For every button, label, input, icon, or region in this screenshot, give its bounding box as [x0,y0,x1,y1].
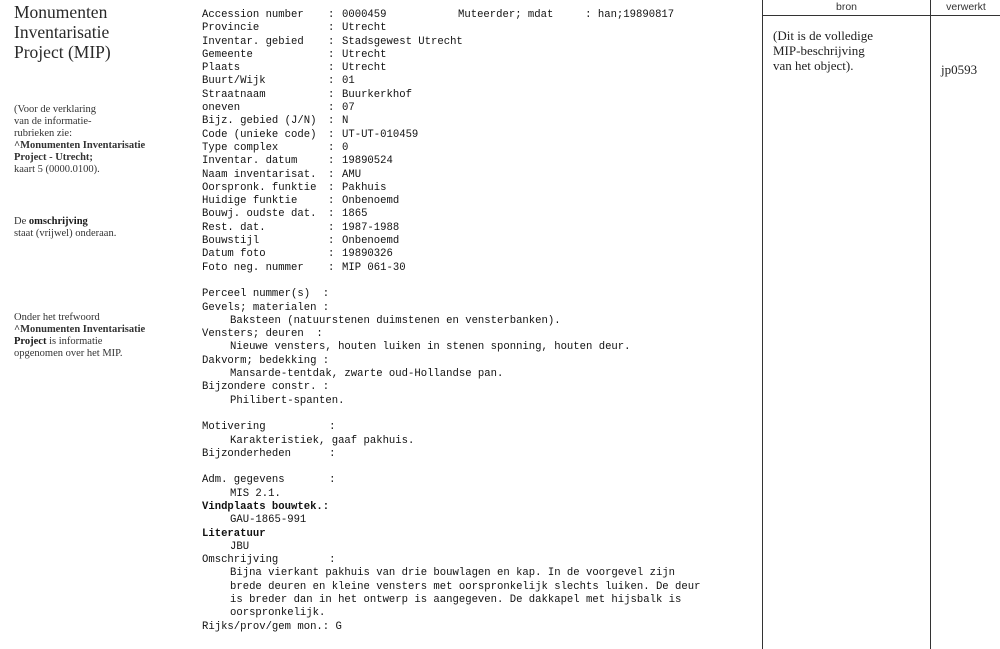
record-field [202,129,757,142]
field-label: Straatnaam [202,88,266,101]
column-divider [930,0,931,649]
field-label: Naam inventarisat. [202,168,317,181]
field-separator: : [328,261,335,274]
explanation-note [14,104,189,176]
note-line: staat (vrijwel) onderaan. [14,228,117,239]
verwerkt-value: jp0593 [941,62,978,77]
bron-line: (Dit is de volledige [773,28,874,43]
monument-status: Rijks/prov/gem mon.: G [202,620,342,633]
field-value: Onbenoemd [342,235,400,248]
motivering-value: Karakteristiek, gaaf pakhuis. [230,434,415,447]
note-line: ^Monumenten Inventarisatie [14,140,146,151]
field-value: 07 [342,102,355,115]
omschrijving-line: oorspronkelijk. [230,607,326,620]
field-label: Type complex [202,141,279,154]
field-separator: : [328,75,335,88]
field-label: Code (unieke code) [202,128,317,141]
field-value: 1865 [342,208,368,221]
field-value: Onbenoemd [342,195,400,208]
note-bold: Project [14,336,47,347]
record-field [202,248,757,261]
field-label: Inventar. datum [202,155,298,168]
field-value: UT-UT-010459 [342,128,419,141]
literatuur-heading: Literatuur [202,527,266,540]
field-label: Accession number [202,9,304,21]
field-label: Rest. dat. [202,221,266,234]
field-separator: : [328,181,335,194]
header-bron: bron [835,1,857,13]
note-line: opgenomen over het MIP. [14,348,123,359]
bijzonderheden-heading: Bijzonderheden : [202,447,336,460]
field-value: 01 [342,75,355,88]
field-separator: : [328,141,335,154]
note-line: van de informatie- [14,116,92,127]
bron-line: van het object). [773,58,854,73]
field-label: Datum foto [202,248,266,261]
field-separator: : [328,168,335,181]
record-field [202,75,757,88]
vindplaats-heading: Vindplaats bouwtek.: [202,500,330,513]
field-separator: : [328,22,335,35]
field-separator: : [328,128,335,141]
adm-value: MIS 2.1. [230,487,281,500]
omschrijving-line: Bijna vierkant pakhuis van drie bouwlagen en kap. In de voorgevel zijn [230,567,676,580]
field-value: MIP 061-30 [342,261,406,274]
field-separator: : [328,248,335,261]
note-text: De [14,216,29,227]
field-separator: : [328,208,335,221]
bijzondere-constr-value: Philibert-spanten. [230,394,345,407]
field-separator: : [328,9,335,21]
mip-record [202,9,757,634]
field-value: 0000459 [342,9,387,21]
field-label: Inventar. gebied [202,35,304,48]
field-label: Buurt/Wijk [202,75,266,88]
record-field [202,49,757,62]
field-label: Oorspronk. funktie [202,181,317,194]
field-label: Foto neg. nummer [202,261,304,274]
bijzondere-constr-heading: Bijzondere constr. : [202,381,330,394]
omschrijving-heading: Omschrijving : [202,554,336,567]
record-field [202,182,757,195]
field-value: 0 [342,141,349,154]
note-text: is informatie [46,336,103,347]
field-label: oneven [202,102,241,115]
field-label: Bijz. gebied (J/N) [202,115,317,128]
field-separator: : [328,88,335,101]
field-label: Plaats [202,62,241,75]
header-verwerkt: verwerkt [946,1,986,13]
field-separator: : [328,48,335,61]
record-field [202,262,757,275]
field-separator: : [328,155,335,168]
field-value: 19890326 [342,248,393,261]
document-title [14,2,189,62]
perceel-field: Perceel nummer(s) : [202,288,330,301]
record-field [202,62,757,75]
field-separator: : [328,235,335,248]
vindplaats-value: GAU-1865-991 [230,514,307,527]
field-label: Bouwstijl [202,235,260,248]
record-field [202,235,757,248]
note-line: (Voor de verklaring [14,104,97,115]
description-location-note [14,216,189,240]
omschrijving-line: brede deuren en kleine vensters met oorspronkelijk slechts luiken. De deur [230,580,701,593]
record-field [202,36,757,49]
gevels-value: Baksteen (natuurstenen duimstenen en vensterbanken). [230,314,561,327]
bron-text [773,28,923,73]
literatuur-value: JBU [230,540,250,553]
field-label: Provincie [202,22,260,35]
record-field [202,169,757,182]
record-field [202,142,757,155]
field-label: Gemeente [202,48,253,61]
field-value: Utrecht [342,22,387,35]
field-value: Buurkerkhof [342,88,412,101]
bron-line: MIP-beschrijving [773,43,865,58]
vensters-value: Nieuwe vensters, houten luiken in stenen sponning, houten deur. [230,341,631,354]
title-line-2: Inventarisatie [14,22,110,42]
record-field [202,102,757,115]
omschrijving-line: is breder dan in het ontwerp is aangegeven. De dakkapel met hijsbalk is [230,594,682,607]
note-line: Onder het trefwoord [14,312,100,323]
motivering-heading: Motivering : [202,421,336,434]
title-line-1: Monumenten [14,2,108,22]
field-value: 1987-1988 [342,221,400,234]
vensters-heading: Vensters; deuren : [202,328,323,341]
field-value: Utrecht [342,48,387,61]
field-value: N [342,115,349,128]
field-label: Huidige funktie [202,195,298,208]
field-value: Utrecht [342,62,387,75]
note-line: Project - Utrecht; [14,152,93,163]
dakvorm-value: Mansarde-tentdak, zwarte oud-Hollandse pan. [230,368,504,381]
field-value: 19890524 [342,155,393,168]
record-field [202,22,757,35]
note-line: rubrieken zie: [14,128,73,139]
field-separator: : [328,62,335,75]
note-line: kaart 5 (0000.0100). [14,164,100,175]
note-line [14,336,189,348]
field-separator: : [328,195,335,208]
record-field [202,208,757,221]
bron-verwerkt-panel [762,0,1000,649]
field-value: Stadsgewest Utrecht [342,35,463,48]
field-separator: : [328,102,335,115]
field-value: AMU [342,168,362,181]
record-field [202,155,757,168]
note-line: ^Monumenten Inventarisatie [14,324,146,335]
mutation-info: Muteerder; mdat : han;19890817 [458,9,675,21]
field-value: Pakhuis [342,181,387,194]
note-line [14,216,189,228]
field-separator: : [328,35,335,48]
dakvorm-heading: Dakvorm; bedekking : [202,354,330,367]
field-separator: : [328,115,335,128]
gevels-heading: Gevels; materialen : [202,301,330,314]
record-fields [202,9,757,275]
field-separator: : [328,221,335,234]
record-field [202,195,757,208]
record-field [202,222,757,235]
note-bold: omschrijving [28,216,88,227]
record-field [202,115,757,128]
field-label: Bouwj. oudste dat. [202,208,317,221]
record-field [202,89,757,102]
adm-heading: Adm. gegevens : [202,474,336,487]
title-line-3: Project (MIP) [14,42,111,62]
keyword-note [14,312,189,360]
